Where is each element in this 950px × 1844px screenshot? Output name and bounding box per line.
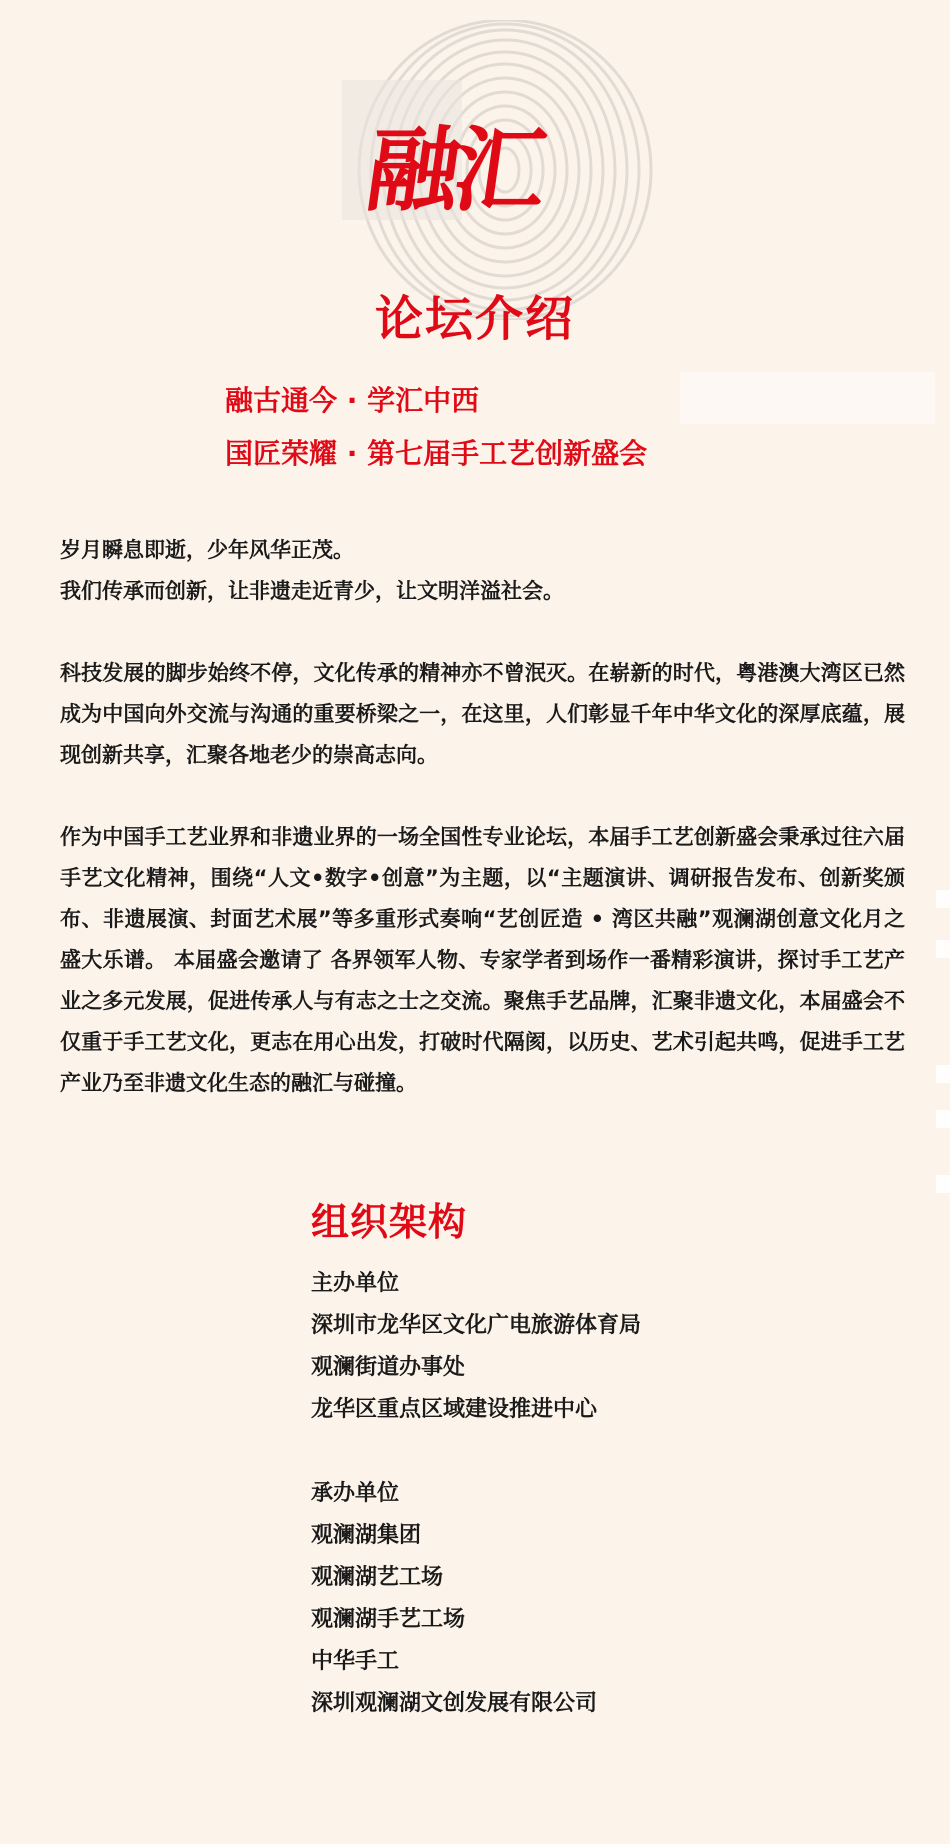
host-item: 观澜街道办事处: [311, 1355, 466, 1380]
intro-paragraph: 科技发展的脚步始终不停，文化传承的精神亦不曾泯灭。在崭新的时代，粤港澳大湾区已然成为中国向外交流与沟通的重要桥梁之一，在这里，人们彰显千年中华文化的深厚底蕴，展现创新共享，汇聚各地老少的崇高志向。: [60, 661, 905, 767]
organizer-item: 观澜湖集团: [311, 1523, 422, 1548]
logo-text: 融汇: [360, 117, 548, 224]
edge-mark: [936, 1110, 950, 1128]
intro-subtitle-1: 融古通今 · 学汇中西: [225, 384, 480, 417]
edge-mark: [936, 1065, 950, 1083]
intro-body: [60, 530, 905, 1104]
organization-title: 组织架构: [311, 1200, 468, 1244]
organizer-label: 承办单位: [311, 1481, 400, 1506]
intro-title: 论坛介绍: [374, 291, 575, 347]
edge-mark: [936, 890, 950, 908]
organizer-item: 观澜湖手艺工场: [311, 1607, 466, 1632]
intro-line: 岁月瞬息即逝，少年风华正茂。: [60, 538, 354, 562]
intro-paragraph: 作为中国手工艺业界和非遗业界的一场全国性专业论坛，本届手工艺创新盛会秉承过往六届手艺文化精神，围绕“人文•数字•创意”为主题，以“主题演讲、调研报告发布、创新奖颁布、非遗展演、封面艺术展”等多重形式奏响“艺创匠造 • 湾区共融”观澜湖创意文化月之盛大乐谱。 本届盛会邀请了 各界领军人物、专家学者到场作一番精彩演讲，探讨手工艺产业之多元发展，促进传承人与有志之士之交流。聚焦手艺品牌，汇聚非遗文化，本届盛会不仅重于手工艺文化，更志在用心出发，打破时代隔阂，以历史、艺术引起共鸣，促进手工艺产业乃至非遗文化生态的融汇与碰撞。: [60, 825, 905, 1095]
intro-subtitle-2: 国匠荣耀 · 第七届手工艺创新盛会: [225, 437, 648, 470]
host-label: 主办单位: [311, 1271, 400, 1296]
organization-list: [311, 1263, 871, 1725]
host-item: 龙华区重点区域建设推进中心: [311, 1397, 598, 1422]
organizer-item: 中华手工: [311, 1649, 400, 1674]
organizer-item: 观澜湖艺工场: [311, 1565, 444, 1590]
organizer-item: 深圳观澜湖文创发展有限公司: [311, 1691, 598, 1716]
edge-mark: [936, 940, 950, 958]
edge-mark: [936, 1175, 950, 1193]
intro-line: 我们传承而创新，让非遗走近青少，让文明洋溢社会。: [60, 579, 564, 603]
host-item: 深圳市龙华区文化广电旅游体育局: [311, 1313, 642, 1338]
decorative-panel: [680, 372, 935, 424]
